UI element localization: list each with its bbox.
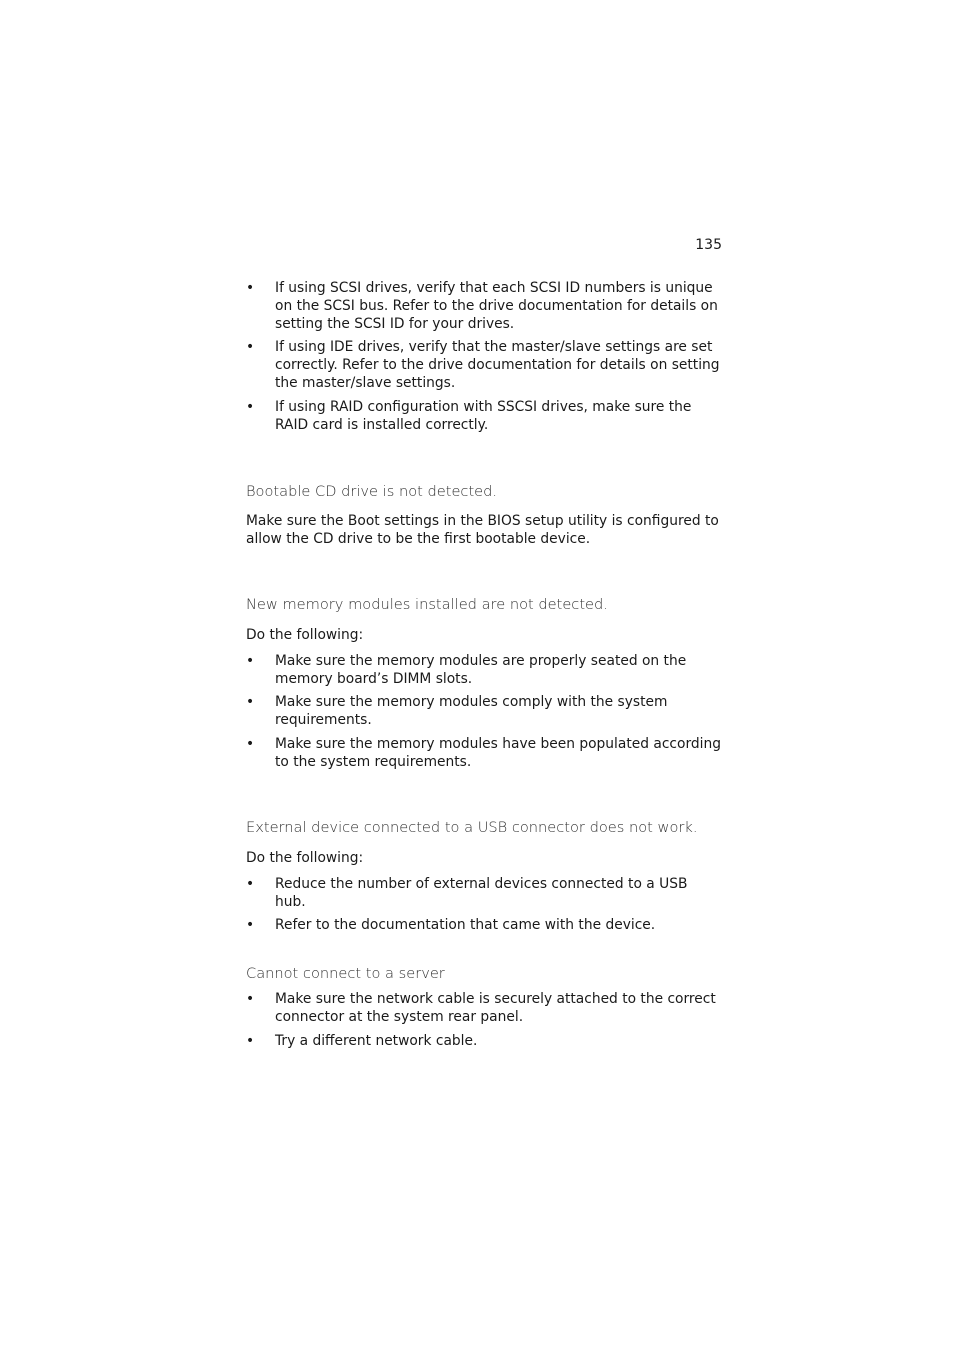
bullet-icon: • bbox=[246, 694, 255, 711]
bullet-icon: • bbox=[246, 339, 255, 356]
bullet-icon: • bbox=[246, 875, 255, 892]
bullet-icon: • bbox=[246, 280, 255, 296]
section-body-memory bbox=[246, 627, 722, 778]
section-heading-server: Cannot connect to a server bbox=[246, 965, 445, 982]
section-heading-cd-drive: Bootable CD drive is not detected. bbox=[246, 483, 498, 500]
list-item: • Make sure the memory modules comply with the system requirements. bbox=[246, 694, 668, 729]
list-item: • If using RAID configuration with SSCSI drives, make sure the RAID card is installed correctly. bbox=[246, 398, 692, 433]
bullet-icon: • bbox=[246, 398, 255, 415]
paragraph: Do the following: bbox=[246, 627, 364, 643]
list-item: • Reduce the number of external devices connected to a USB hub. bbox=[246, 875, 688, 910]
section-body-server bbox=[246, 991, 722, 1056]
page-number: 135 bbox=[695, 237, 722, 253]
paragraph: Make sure the Boot settings in the BIOS setup utility is configured to allow the CD drive to be the first bootable device. bbox=[246, 513, 719, 547]
list-item: • Try a different network cable. bbox=[246, 1032, 478, 1049]
bullet-icon: • bbox=[246, 917, 255, 934]
paragraph: Do the following: bbox=[246, 850, 364, 866]
bullet-icon: • bbox=[246, 1032, 255, 1049]
list-item: • Make sure the memory modules are properly seated on the memory board’s DIMM slots. bbox=[246, 652, 687, 687]
bullet-icon: • bbox=[246, 652, 255, 669]
section-heading-usb: External device connected to a USB connector does not work. bbox=[246, 819, 698, 836]
bullet-icon: • bbox=[246, 991, 255, 1007]
list-item: • If using SCSI drives, verify that each SCSI ID numbers is unique on the SCSI bus. Refer to the drive documentation for details on setting the SCSI ID for your drives. bbox=[246, 280, 718, 332]
list-item: • Refer to the documentation that came with the device. bbox=[246, 917, 656, 934]
section-body-cd-drive bbox=[246, 513, 722, 549]
bullet-icon: • bbox=[246, 735, 255, 752]
section-body-usb bbox=[246, 850, 722, 941]
list-item: • If using IDE drives, verify that the master/slave settings are set correctly. Refer to the drive documentation for details on setting the master/slave settings. bbox=[246, 339, 720, 391]
section-heading-memory: New memory modules installed are not detected. bbox=[246, 596, 608, 613]
list-item: • Make sure the memory modules have been populated according to the system requirements. bbox=[246, 735, 721, 770]
intro-bullet-list bbox=[246, 280, 722, 440]
list-item: • Make sure the network cable is securely attached to the correct connector at the system rear panel. bbox=[246, 991, 716, 1025]
